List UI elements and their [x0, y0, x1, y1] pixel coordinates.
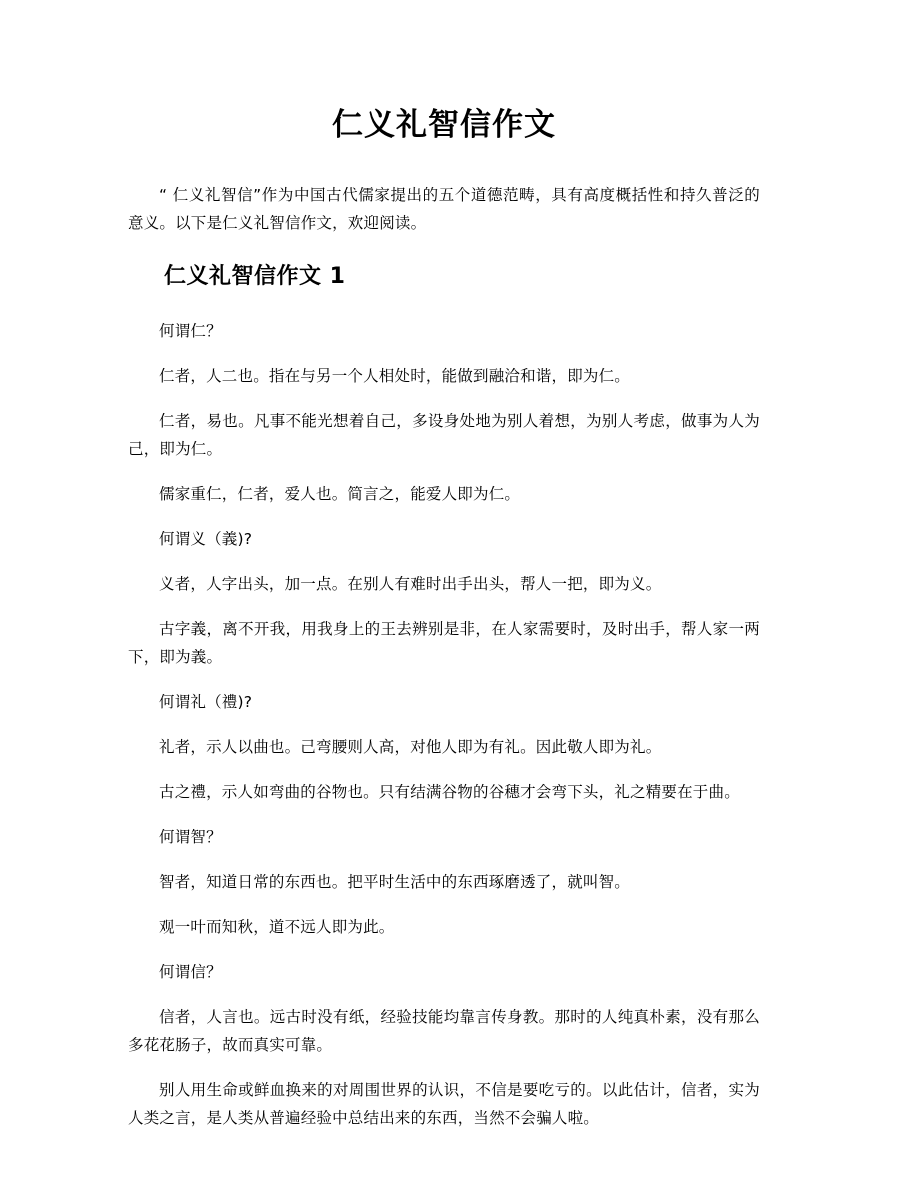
page-title: 仁义礼智信作文	[332, 107, 556, 143]
body-paragraph: 别人用生命或鲜血换来的对周围世界的认识，不信是要吃亏的。以此估计，信者，实为人类之言，是人类从普遍经验中总结出来的东西，当然不会骗人啦。	[128, 1081, 760, 1128]
document-content-column	[128, 0, 760, 1132]
body-paragraph: 仁者，易也。凡事不能光想着自己，多设身处地为别人着想，为别人考虑，做事为人为己，即为仁。	[128, 412, 760, 459]
body-paragraph: 何谓礼（禮)?	[159, 693, 253, 712]
body-paragraph: 何谓智？	[159, 828, 222, 847]
intro-paragraph: “ 仁义礼智信”作为中国古代儒家提出的五个道德范畴，具有高度概括性和持久普泛的意义。以下是仁义礼智信作文，欢迎阅读。	[128, 185, 760, 232]
section-heading: 仁义礼智信作文 1	[164, 263, 346, 289]
body-paragraph: 智者，知道日常的东西也。把平时生活中的东西琢磨透了，就叫智。	[159, 873, 631, 892]
body-paragraph: 古字義，离不开我，用我身上的王去辨别是非，在人家需要时，及时出手，帮人家一两下，即为義。	[128, 620, 760, 667]
body-paragraph: 儒家重仁，仁者，爱人也。简言之，能爱人即为仁。	[159, 485, 521, 504]
body-paragraph: 义者，人字出头，加一点。在别人有难时出手出头，帮人一把，即为义。	[159, 575, 662, 594]
body-paragraph: 古之禮，示人如弯曲的谷物也。只有结满谷物的谷穗才会弯下头，礼之精要在于曲。	[159, 783, 740, 802]
body-paragraph: 何谓信？	[159, 963, 222, 982]
body-paragraph: 观一叶而知秋，道不远人即为此。	[159, 918, 395, 937]
body-paragraph: 何谓仁？	[159, 322, 222, 341]
body-paragraph: 信者，人言也。远古时没有纸，经验技能均靠言传身教。那时的人纯真朴素，没有那么多花花肠子，故而真实可靠。	[128, 1008, 760, 1055]
body-paragraph: 仁者，人二也。指在与另一个人相处时，能做到融洽和谐，即为仁。	[159, 367, 631, 386]
body-paragraph: 礼者，示人以曲也。己弯腰则人高，对他人即为有礼。因此敬人即为礼。	[159, 738, 662, 757]
body-paragraph: 何谓义（義)?	[159, 530, 253, 549]
